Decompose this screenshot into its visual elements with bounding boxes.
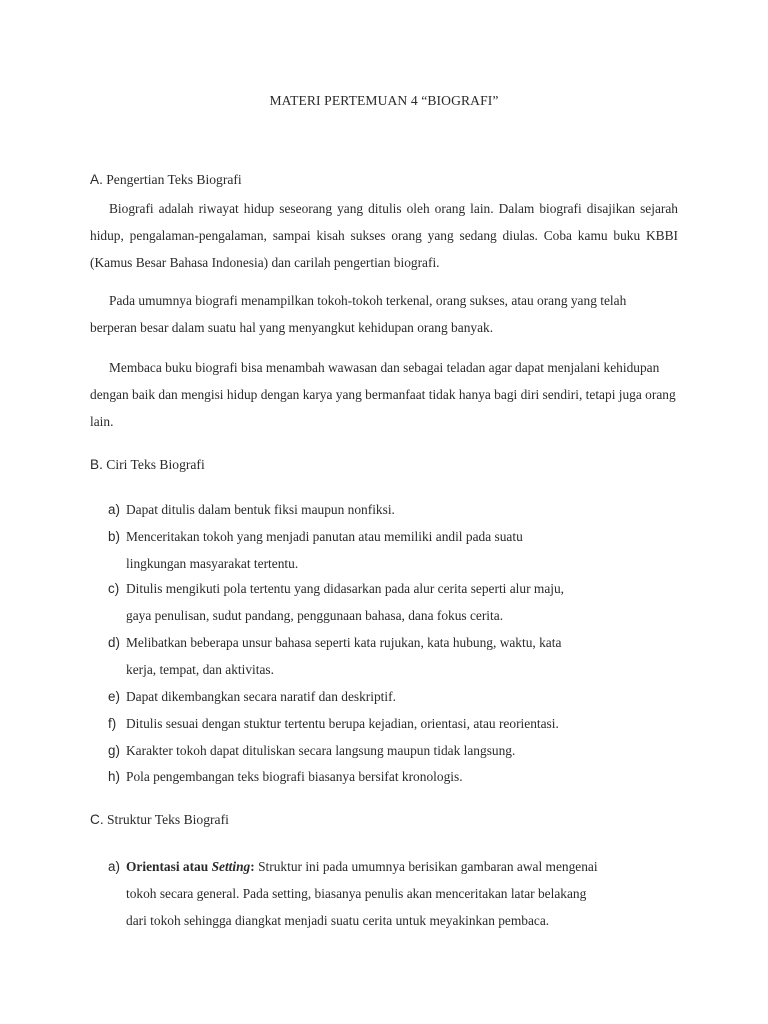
section-a-letter: A. xyxy=(90,172,103,187)
section-c-heading xyxy=(90,812,229,828)
list-item-text: Ditulis mengikuti pola tertentu yang didasarkan pada alur cerita seperti alur maju, xyxy=(126,581,565,596)
structure-label-colon: : xyxy=(250,859,255,874)
list-item-text: Struktur ini pada umumnya berisikan gambaran awal mengenai xyxy=(258,859,598,874)
list-item xyxy=(108,737,668,764)
list-item-text: Pola pengembangan teks biografi biasanya bersifat kronologis. xyxy=(126,769,463,784)
list-marker: c) xyxy=(108,581,120,596)
list-item xyxy=(108,575,668,629)
list-item-text: Karakter tokoh dapat dituliskan secara langsung maupun tidak langsung. xyxy=(126,743,516,758)
section-a-paragraph-1: Biografi adalah riwayat hidup seseorang yang ditulis oleh orang lain. Dalam biografi disajikan sejarah hidup, pengalaman-pengalaman, sampai kisah sukses orang yang sedang diulas. Coba kamu buku KBBI (Kamus Besar Bahasa Indonesia) dan carilah pengertian biografi. xyxy=(90,201,678,270)
section-b-letter: B. xyxy=(90,457,103,472)
list-item-text: Menceritakan tokoh yang menjadi panutan atau memiliki andil pada suatu xyxy=(126,529,523,544)
section-b-heading xyxy=(90,457,205,473)
list-item xyxy=(108,629,668,683)
section-a-title: Pengertian Teks Biografi xyxy=(106,172,242,187)
list-marker: d) xyxy=(108,635,120,650)
list-item xyxy=(108,523,668,577)
list-marker: f) xyxy=(108,716,117,731)
list-marker: e) xyxy=(108,689,120,704)
list-marker: h) xyxy=(108,769,120,784)
list-item xyxy=(108,763,668,790)
structure-label xyxy=(126,859,255,874)
list-item-text: Dapat dikembangkan secara naratif dan deskriptif. xyxy=(126,689,396,704)
document-title: MATERI PERTEMUAN 4 “BIOGRAFI” xyxy=(269,93,499,108)
section-b-title: Ciri Teks Biografi xyxy=(106,457,205,472)
list-marker: a) xyxy=(108,502,120,517)
list-item-text: dari tokoh sehingga diangkat menjadi suatu cerita untuk meyakinkan pembaca. xyxy=(126,913,550,928)
list-item-text: gaya penulisan, sudut pandang, penggunaan bahasa, dana fokus cerita. xyxy=(126,608,504,623)
section-c-title: Struktur Teks Biografi xyxy=(107,812,229,827)
structure-label-text: Orientasi atau xyxy=(126,859,212,874)
list-marker: b) xyxy=(108,529,120,544)
list-item-text: kerja, tempat, dan aktivitas. xyxy=(126,662,274,677)
list-item xyxy=(108,496,668,523)
list-item xyxy=(108,683,668,710)
list-item-text: lingkungan masyarakat tertentu. xyxy=(126,556,299,571)
list-marker: a) xyxy=(108,859,120,874)
list-marker: g) xyxy=(108,743,120,758)
list-item-text: Ditulis sesuai dengan stuktur tertentu berupa kejadian, orientasi, atau reorientasi. xyxy=(126,716,559,731)
list-item-text: Melibatkan beberapa unsur bahasa seperti kata rujukan, kata hubung, waktu, kata xyxy=(126,635,562,650)
list-item-text: Dapat ditulis dalam bentuk fiksi maupun nonfiksi. xyxy=(126,502,395,517)
list-item xyxy=(108,853,668,934)
section-a-paragraph-2: Pada umumnya biografi menampilkan tokoh-tokoh terkenal, orang sukses, atau orang yang telah berperan besar dalam suatu hal yang menyangkut kehidupan orang banyak. xyxy=(90,293,627,335)
list-item-text: tokoh secara general. Pada setting, biasanya penulis akan menceritakan latar belakang xyxy=(126,886,587,901)
structure-label-italic: Setting xyxy=(211,859,251,874)
section-a-paragraph-3: Membaca buku biografi bisa menambah wawasan dan sebagai teladan agar dapat menjalani kehidupan dengan baik dan mengisi hidup dengan karya yang bermanfaat tidak hanya bagi diri sendiri, tetapi juga orang lain. xyxy=(90,360,676,429)
section-c-letter: C. xyxy=(90,812,104,827)
section-a-heading xyxy=(90,172,242,188)
list-item xyxy=(108,710,668,737)
